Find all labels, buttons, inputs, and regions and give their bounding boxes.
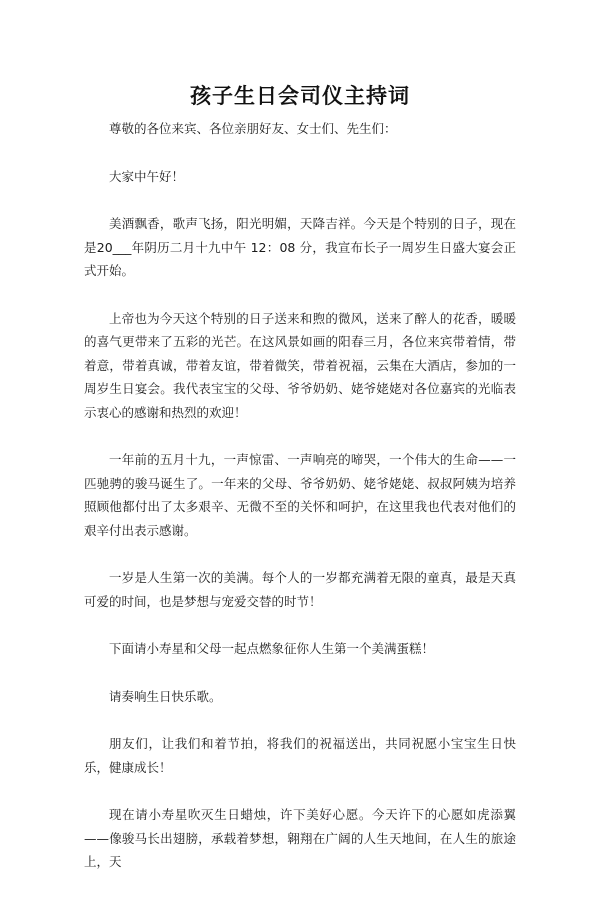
document-body: [84, 117, 516, 898]
paragraph-welcome: 上帝也为今天这个特别的日子送来和煦的微风，送来了醉人的花香，暖暖的喜气更带来了五彩的光芒。在这风景如画的阳春三月，各位来宾带着情，带着意，带着真诚，带着友谊，带着微笑，带着祝福，云集在大酒店，参加的一周岁生日宴会。我代表宝宝的父母、爷爷奶奶、姥爷姥姥对各位嘉宾的光临表示衷心的感谢和热烈的欢迎！: [84, 310, 516, 420]
paragraph-opening: 美酒飘香，歌声飞扬，阳光明媚，天降吉祥。今天是个特别的日子，现在是20___年阴历二月十九中午 12：08 分，我宣布长子一周岁生日盛大宴会正式开始。: [84, 216, 516, 278]
paragraph-candles: 现在请小寿星吹灭生日蜡烛，许下美好心愿。今天许下的心愿如虎添翼——像骏马长出翅膀，承载着梦想，翱翔在广阔的人生天地间，在人生的旅途上，天: [84, 807, 516, 869]
paragraph-song: 请奏响生日快乐歌。: [109, 688, 222, 704]
paragraph-salutation: 尊敬的各位来宾、各位亲朋好友、女士们、先生们：: [109, 121, 397, 136]
document-title: 孩子生日会司仪主持词: [190, 84, 410, 108]
paragraph-greeting: 大家中午好！: [109, 168, 185, 184]
paragraph-cake: 下面请小寿星和父母一起点燃象征你人生第一个美满蛋糕！: [109, 641, 435, 656]
paragraph-first-year: 一岁是人生第一次的美满。每个人的一岁都充满着无限的童真，最是天真可爱的时间，也是梦想与宠爱交替的时节！: [84, 570, 516, 609]
paragraph-birth: 一年前的五月十九，一声惊雷、一声响亮的啼哭，一个伟大的生命——一匹驰骋的骏马诞生了。一年来的父母、爷爷奶奶、姥爷姥姥、叔叔阿姨为培养照顾他都付出了太多艰辛、无微不至的关怀和呵护，在这里我也代表对他们的艰辛付出表示感谢。: [84, 452, 516, 538]
paragraph-blessing: 朋友们，让我们和着节拍，将我们的祝福送出，共同祝愿小宝宝生日快乐，健康成长！: [84, 736, 516, 775]
